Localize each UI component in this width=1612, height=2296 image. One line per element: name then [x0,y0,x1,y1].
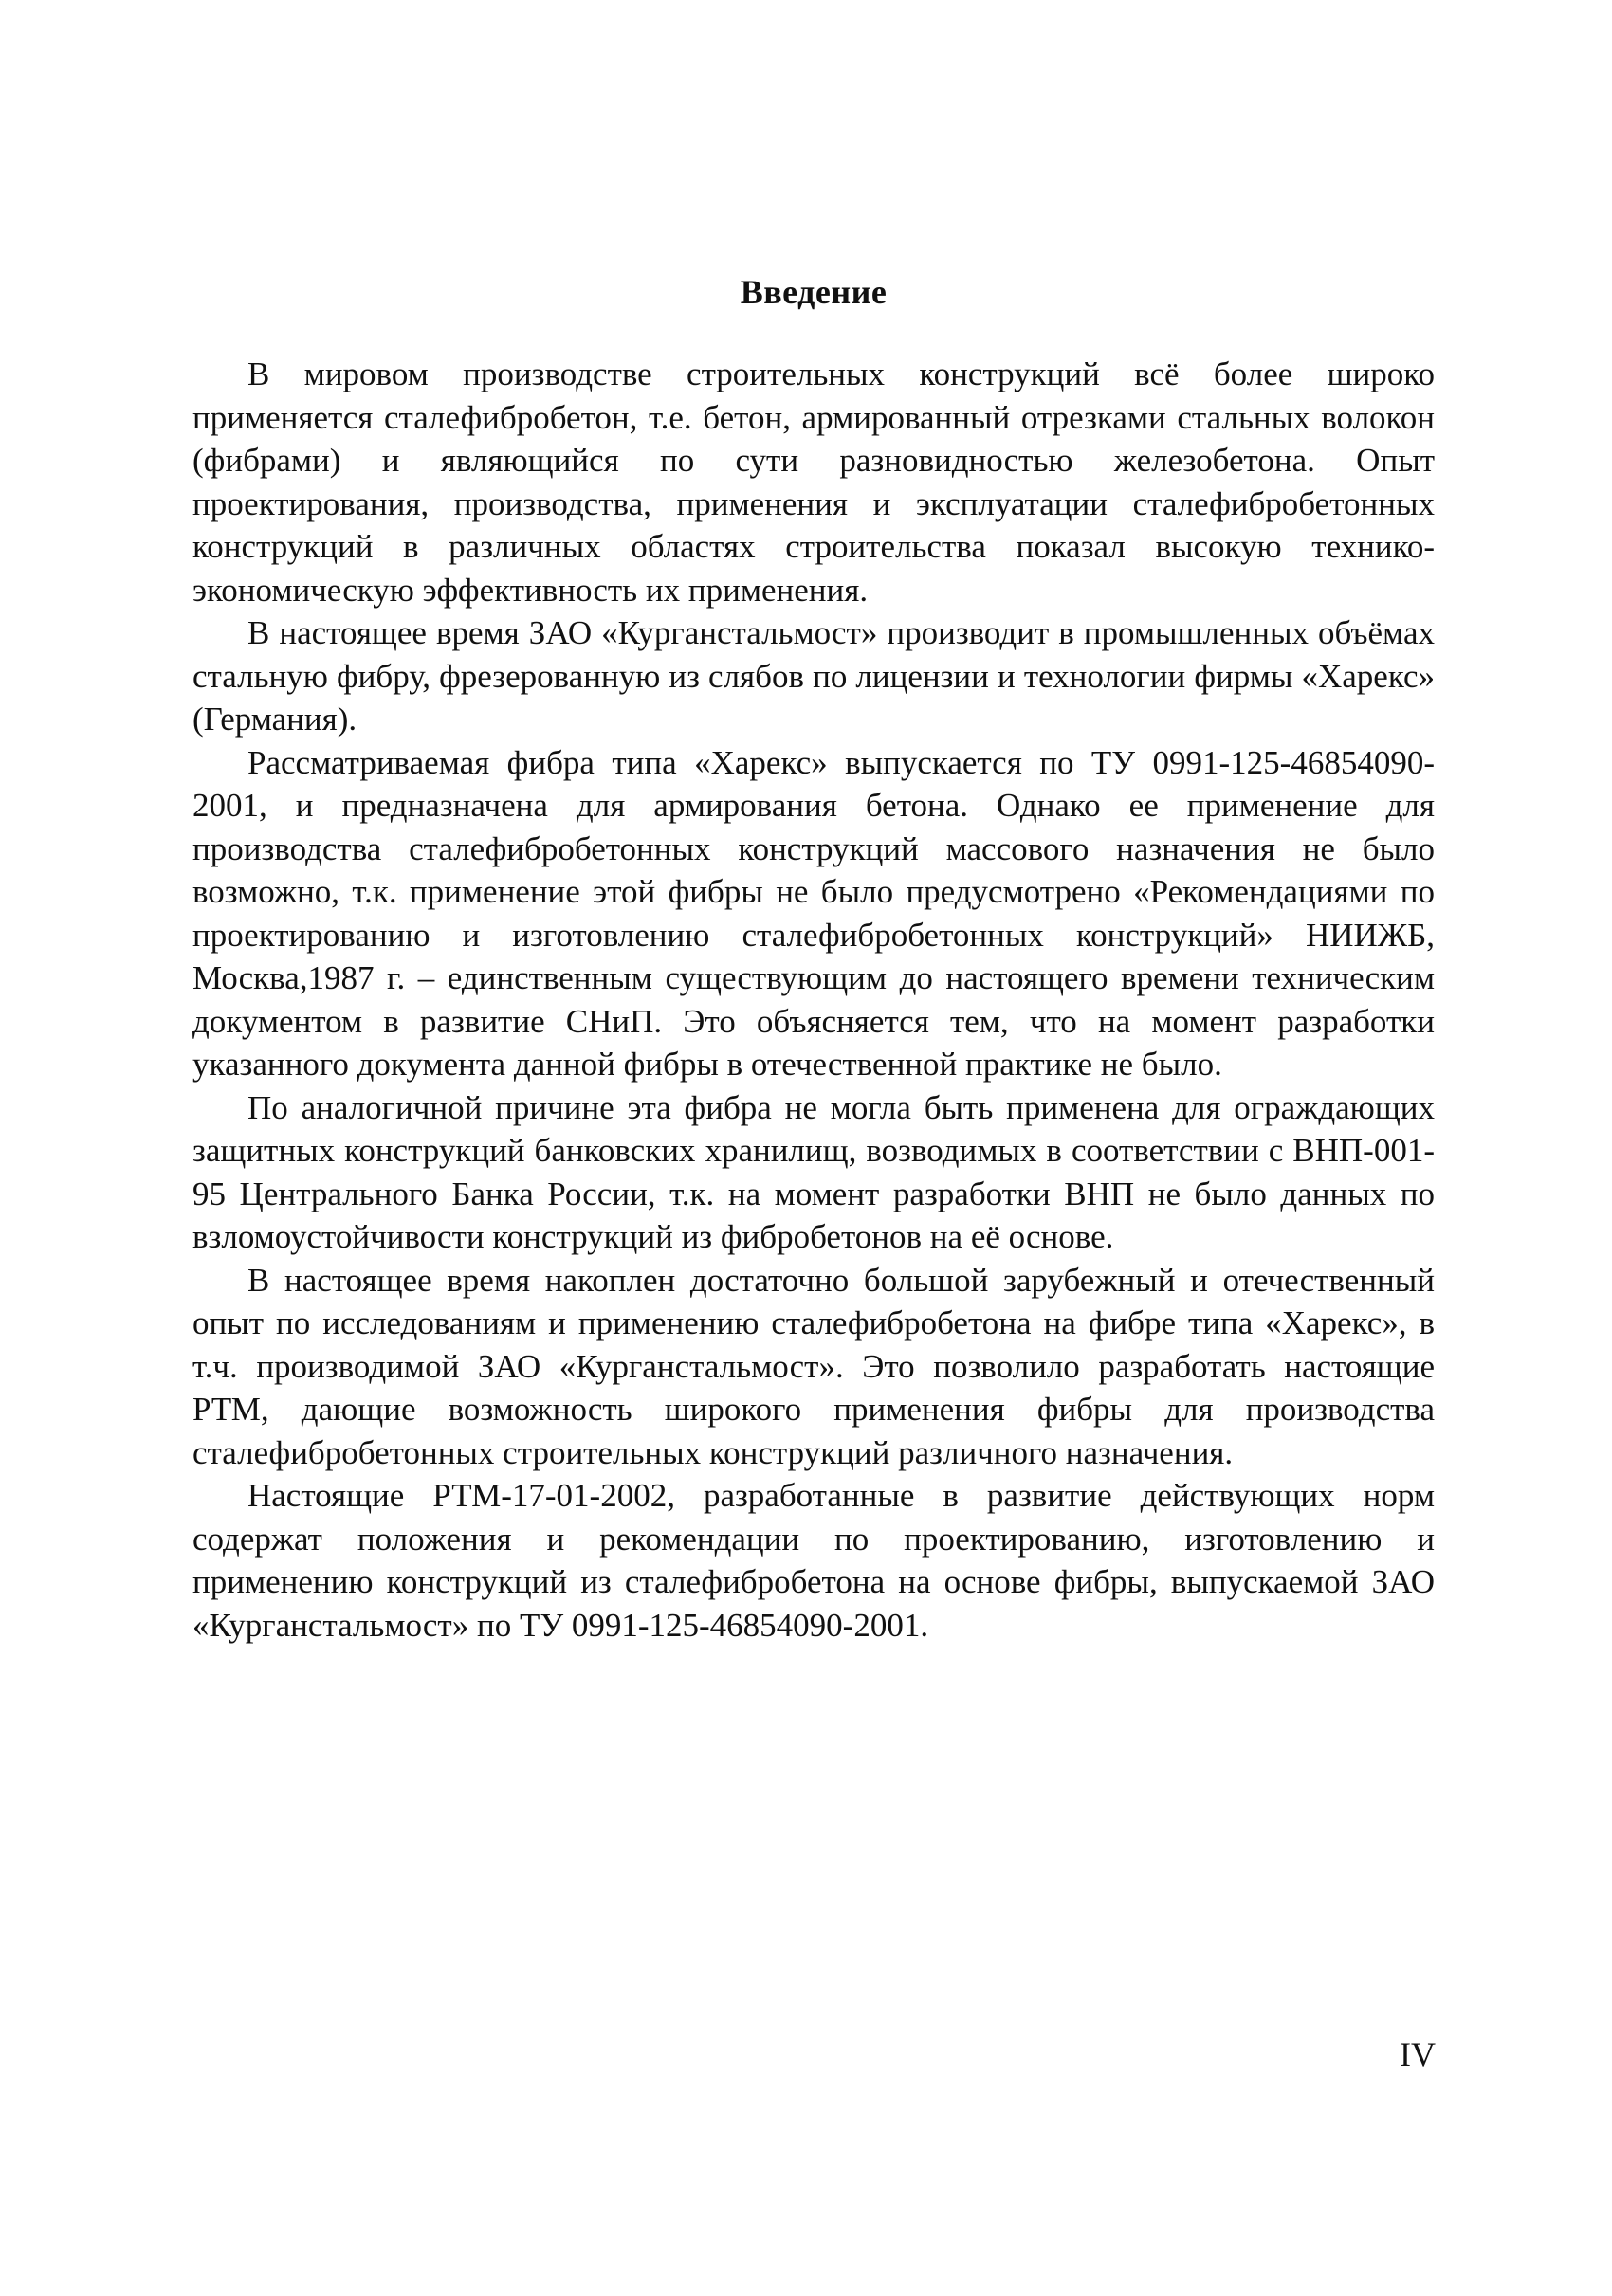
paragraph-1: В мировом производстве строительных конструкций всё более широко применяется сталефибробетон, т.е. бетон, армированный отрезками стальных волокон (фибрами) и являющийся по сути разновидностью железобетона. Опыт проектирования, производства, применения и эксплуатации сталефибробетонных конструкций в различных областях строительства показал высокую технико-экономическую эффективность их применения. [192,355,1435,609]
page-title: Введение [740,273,888,311]
paragraph-6: Настоящие РТМ-17-01-2002, разработанные в развитие действующих норм содержат положения и рекомендации по проектированию, изготовлению и применению конструкций из сталефибробетона на основе фибры, выпускаемой ЗАО «Курганстальмост» по ТУ 0991-125-46854090-2001. [192,1477,1435,1644]
paragraph-3: Рассматриваемая фибра типа «Харекс» выпускается по ТУ 0991-125-46854090-2001, и предназначена для армирования бетона. Однако ее применение для производства сталефибробетонных конструкций массового назначения не было возможно, т.к. применение этой фибры не было предусмотрено «Рекомендациями по проектированию и изготовлению сталефибробетонных конструкций» НИИЖБ, Москва,1987 г. – единственным существующим до настоящего времени техническим документом в развитие СНиП. Это объясняется тем, что на момент разработки указанного документа данной фибры в отечественной практике не было. [192,743,1435,1083]
document-content [192,269,1435,1647]
paragraph-2: В настоящее время ЗАО «Курганстальмост» производит в промышленных объёмах стальную фибру, фрезерованную из слябов по лицензии и технологии фирмы «Харекс» (Германия). [192,614,1435,738]
paragraph-4: По аналогичной причине эта фибра не могла быть применена для ограждающих защитных конструкций банковских хранилищ, возводимых в соответствии с ВНП-001-95 Центрального Банка России, т.к. на момент разработки ВНП не было данных по взломоустойчивости конструкций из фибробетонов на её основе. [192,1088,1435,1255]
paragraph-5: В настоящее время накоплен достаточно большой зарубежный и отечественный опыт по исследованиям и применению сталефибробетона на фибре типа «Харекс», в т.ч. производимой ЗАО «Курганстальмост». Это позволило разработать настоящие РТМ, дающие возможность широкого применения фибры для производства сталефибробетонных строительных конструкций различного назначения. [192,1261,1435,1471]
page-number: IV [1400,2035,1436,2073]
